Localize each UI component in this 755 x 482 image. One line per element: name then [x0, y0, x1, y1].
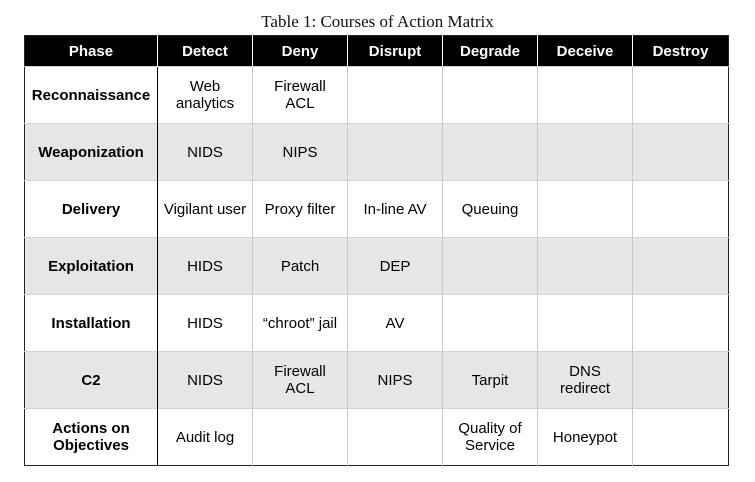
table-cell — [538, 295, 633, 352]
table-cell — [633, 409, 729, 466]
table-cell: Firewall ACL — [253, 67, 348, 124]
table-cell: Vigilant user — [158, 181, 253, 238]
table-cell — [633, 181, 729, 238]
table-cell: NIPS — [253, 124, 348, 181]
phase-cell: Reconnaissance — [25, 67, 158, 124]
table-cell: Proxy filter — [253, 181, 348, 238]
phase-cell: Weaponization — [25, 124, 158, 181]
table-row — [25, 181, 729, 238]
table-row — [25, 238, 729, 295]
table-caption: Table 1: Courses of Action Matrix — [261, 12, 494, 31]
header-destroy: Destroy — [633, 36, 729, 67]
table-cell: AV — [348, 295, 443, 352]
table-cell: Web analytics — [158, 67, 253, 124]
table-row — [25, 124, 729, 181]
table-cell: DEP — [348, 238, 443, 295]
table-cell: Honeypot — [538, 409, 633, 466]
table-row — [25, 409, 729, 466]
header-detect: Detect — [158, 36, 253, 67]
table-row — [25, 67, 729, 124]
table-cell — [633, 352, 729, 409]
table-cell — [443, 238, 538, 295]
table-cell — [538, 124, 633, 181]
table-row — [25, 352, 729, 409]
header-row — [25, 36, 729, 67]
table-cell — [538, 181, 633, 238]
table-cell — [538, 238, 633, 295]
table-cell: Quality of Service — [443, 409, 538, 466]
table-cell: Audit log — [158, 409, 253, 466]
table-cell — [633, 67, 729, 124]
table-cell — [633, 238, 729, 295]
table-cell: Queuing — [443, 181, 538, 238]
courses-of-action-matrix — [24, 35, 729, 466]
table-cell: Tarpit — [443, 352, 538, 409]
table-cell: DNS redirect — [538, 352, 633, 409]
table-cell: HIDS — [158, 295, 253, 352]
header-deceive: Deceive — [538, 36, 633, 67]
phase-cell: C2 — [25, 352, 158, 409]
header-deny: Deny — [253, 36, 348, 67]
phase-cell: Installation — [25, 295, 158, 352]
phase-cell: Delivery — [25, 181, 158, 238]
table-cell — [633, 295, 729, 352]
header-degrade: Degrade — [443, 36, 538, 67]
table-cell: HIDS — [158, 238, 253, 295]
table-cell: “chroot” jail — [253, 295, 348, 352]
table-cell — [443, 124, 538, 181]
table-cell — [633, 124, 729, 181]
table-cell — [443, 295, 538, 352]
table-cell: Firewall ACL — [253, 352, 348, 409]
table-cell: NIDS — [158, 352, 253, 409]
table-cell — [348, 409, 443, 466]
table-cell — [348, 124, 443, 181]
table-cell — [253, 409, 348, 466]
table-cell: In-line AV — [348, 181, 443, 238]
header-disrupt: Disrupt — [348, 36, 443, 67]
table-cell: NIPS — [348, 352, 443, 409]
phase-cell: Actions on Objectives — [25, 409, 158, 466]
table-row — [25, 295, 729, 352]
table-cell: NIDS — [158, 124, 253, 181]
table-cell — [538, 67, 633, 124]
header-phase: Phase — [25, 36, 158, 67]
phase-cell: Exploitation — [25, 238, 158, 295]
table-cell — [348, 67, 443, 124]
table-cell — [443, 67, 538, 124]
table-cell: Patch — [253, 238, 348, 295]
